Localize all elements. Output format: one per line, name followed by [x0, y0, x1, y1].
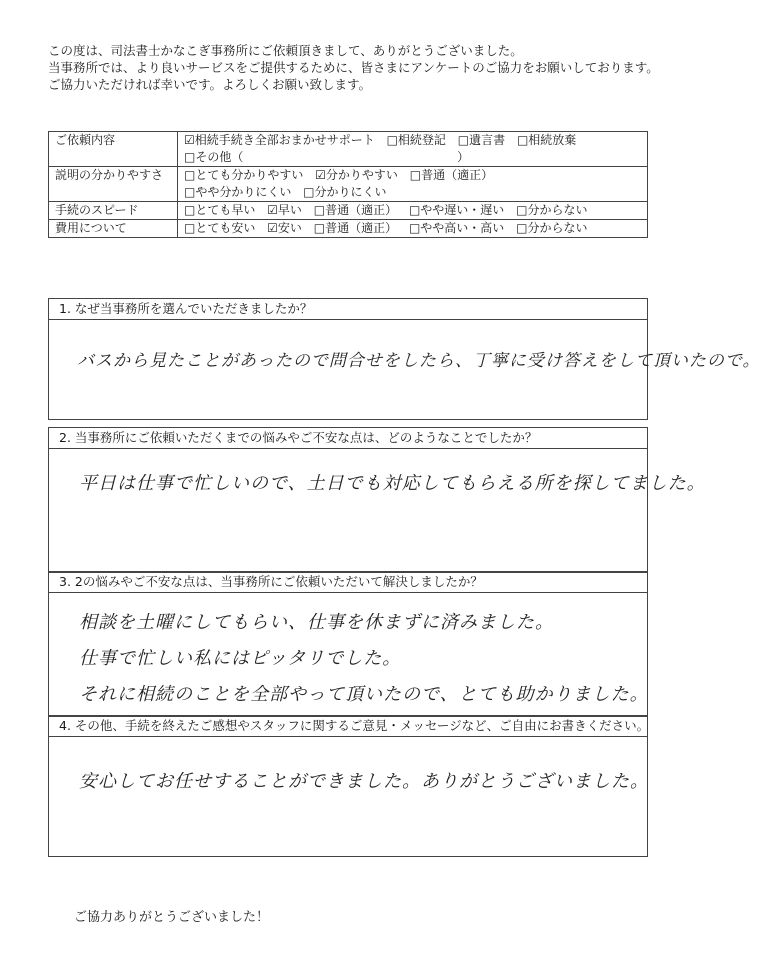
- answer-line: それに相続のことを全部やって頂いたので、とても助かりました。: [79, 684, 649, 705]
- question-box: [48, 571, 648, 717]
- handwritten-answer: バスから見たことがあったので問合せをしたら、丁寧に受け答えをして頂いたので。: [77, 351, 761, 371]
- question-box: [48, 298, 761, 420]
- survey-table: [48, 131, 648, 238]
- option-checkbox[interactable]: □相続登記: [386, 133, 446, 147]
- survey-row: [49, 220, 648, 238]
- option-checkbox[interactable]: □その他（: [184, 150, 244, 164]
- intro-line: この度は、司法書士かなこぎ事務所にご依頼頂きまして、ありがとうございました。: [48, 43, 523, 58]
- option-checkbox[interactable]: □遺言書: [457, 133, 506, 147]
- row-options: [178, 202, 648, 220]
- option-checkbox[interactable]: □分からない: [516, 203, 588, 217]
- option-checkbox[interactable]: □とても早い: [184, 203, 256, 217]
- option-checkbox[interactable]: □やや分かりにくい: [184, 185, 292, 199]
- option-checkbox[interactable]: □とても安い: [184, 221, 256, 235]
- handwritten-answer: 安心してお任せすることができました。ありがとうございました。: [79, 771, 649, 792]
- handwritten-answer: 平日は仕事で忙しいので、土日でも対応してもらえる所を探してました。: [79, 473, 706, 494]
- intro-line: ご協力いただければ幸いです。よろしくお願い致します。: [48, 77, 372, 92]
- option-checkbox[interactable]: ☑分かりやすい: [315, 168, 398, 182]
- survey-row: [49, 167, 648, 202]
- row-label: 費用について: [49, 220, 178, 238]
- option-checkbox[interactable]: □普通（適正）: [409, 168, 494, 182]
- handwritten-answer: [49, 593, 647, 713]
- option-checkbox[interactable]: ☑相続手続き全部おまかせサポート: [184, 133, 375, 147]
- option-checkbox[interactable]: □普通（適正）: [313, 203, 398, 217]
- question-heading: 4. その他、手続を終えたご感想やスタッフに関するご意見・メッセージなど、ご自由にお書きください。: [49, 716, 647, 737]
- question-heading: 3. 2の悩みやご不安な点は、当事務所にご依頼いただいて解決しましたか？: [49, 572, 647, 593]
- intro-line: 当事務所では、より良いサービスをご提供するために、皆さまにアンケートのご協力をお願いしております。: [48, 60, 659, 75]
- question-box: [48, 427, 706, 573]
- question-heading: 2. 当事務所にご依頼いただくまでの悩みやご不安な点は、どのようなことでしたか？: [49, 428, 647, 449]
- option-checkbox[interactable]: ☑早い: [267, 203, 302, 217]
- footer-thanks: ご協力ありがとうございました！: [74, 910, 270, 925]
- answer-line: 相談を土曜にしてもらい、仕事を休まずに済みました。: [79, 612, 554, 633]
- option-checkbox[interactable]: □分かりにくい: [303, 185, 387, 199]
- option-checkbox[interactable]: ☑安い: [267, 221, 302, 235]
- option-bracket: ）: [457, 150, 470, 164]
- row-label: 説明の分かりやすさ: [49, 167, 178, 202]
- option-checkbox[interactable]: □分からない: [516, 221, 588, 235]
- option-checkbox[interactable]: □やや遅い・遅い: [408, 203, 505, 217]
- survey-row: [49, 202, 648, 220]
- answer-line: 仕事で忙しい私にはピッタリでした。: [79, 648, 402, 669]
- option-checkbox[interactable]: □とても分かりやすい: [184, 168, 304, 182]
- question-heading: 1. なぜ当事務所を選んでいただきましたか？: [49, 299, 647, 320]
- survey-row: [49, 132, 648, 167]
- option-checkbox[interactable]: □普通（適正）: [313, 221, 398, 235]
- row-label: 手続のスピード: [49, 202, 178, 220]
- row-label: ご依頼内容: [49, 132, 178, 167]
- row-options: [178, 167, 648, 202]
- option-checkbox[interactable]: □やや高い・高い: [408, 221, 505, 235]
- question-box: [48, 715, 648, 857]
- intro-text: [48, 42, 668, 93]
- row-options: [178, 220, 648, 238]
- option-checkbox[interactable]: □相続放棄: [516, 133, 577, 147]
- row-options: [178, 132, 648, 167]
